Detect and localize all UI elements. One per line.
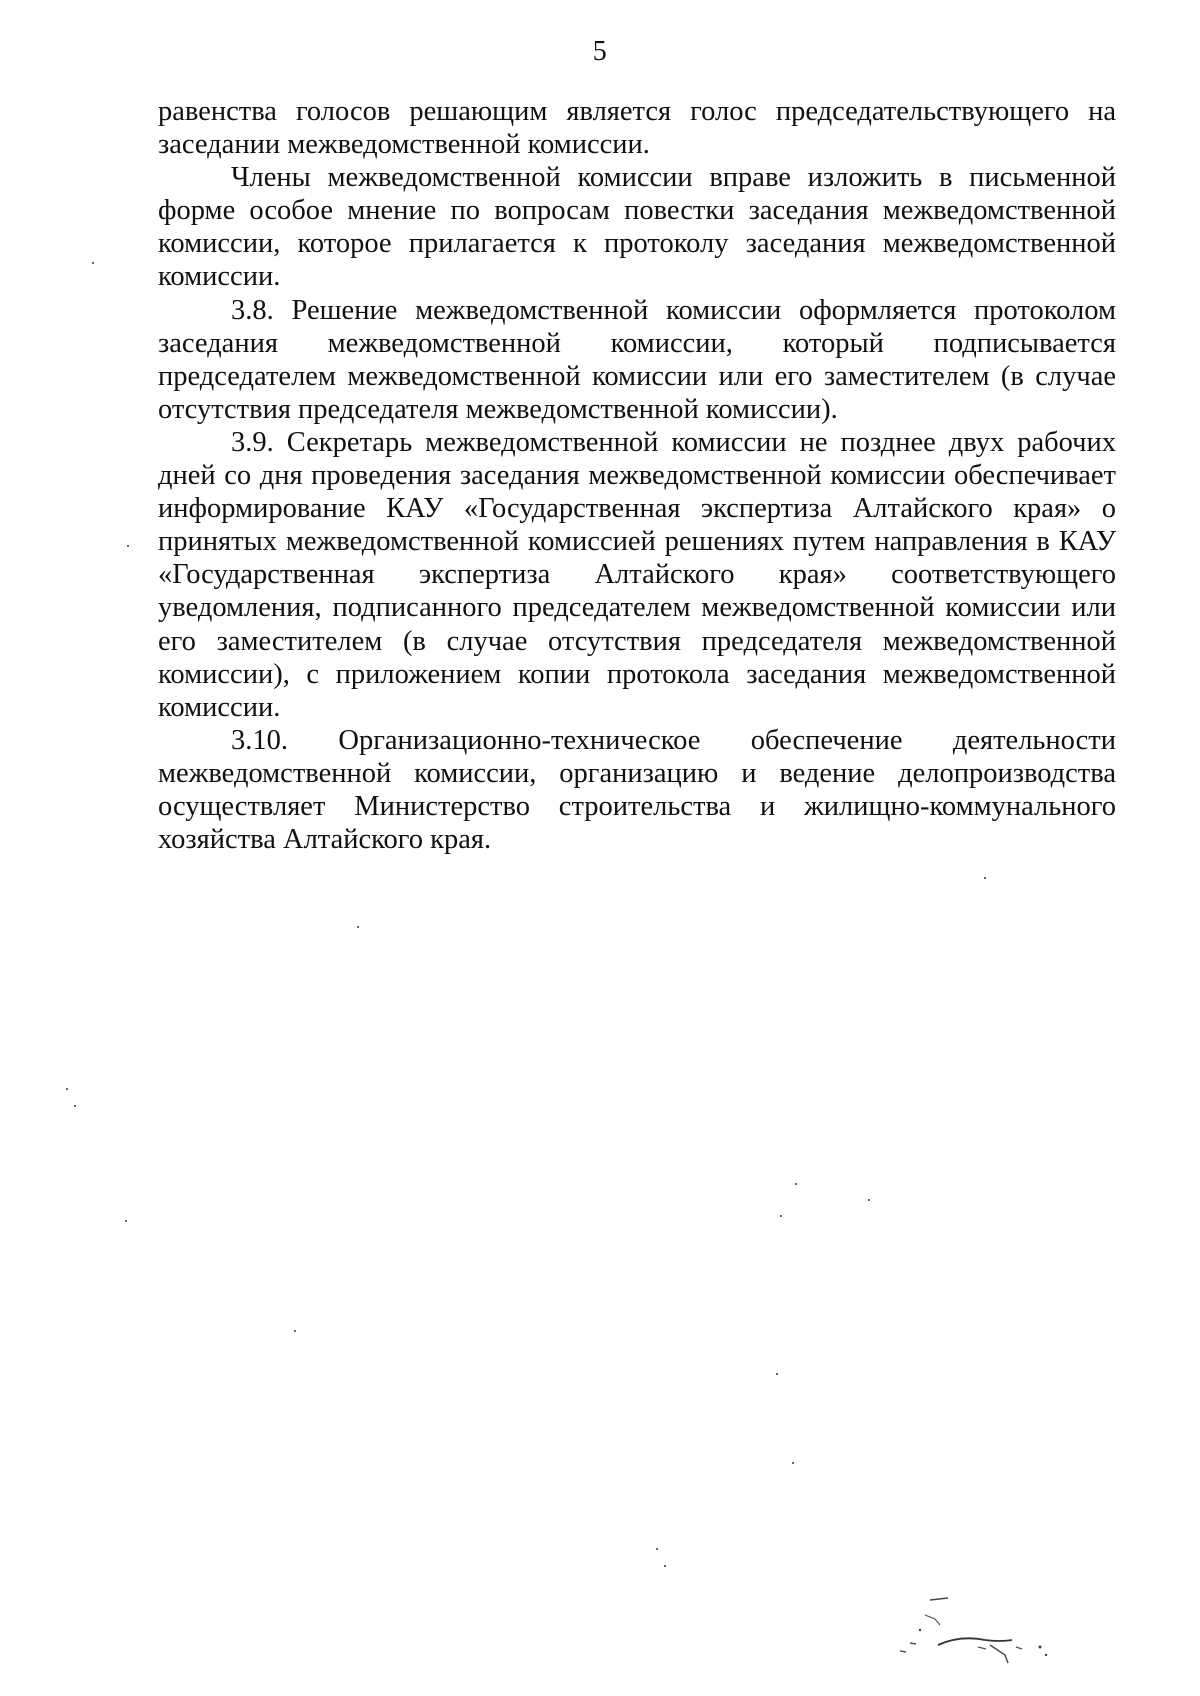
scan-speck [656,1548,658,1550]
scan-speck [357,926,359,928]
scan-speck [66,1088,68,1090]
scan-speck [776,1373,778,1375]
paragraph-special-opinion: Члены межведомственной комиссии вправе изложить в письменной форме особое мнение по вопросам повестки заседания межведомственной комиссии, которое прилагается к протоколу заседания межведомственной комиссии. [158,162,1116,293]
scan-speck [795,1183,797,1185]
scan-speck [127,545,129,547]
page-number: 5 [592,36,608,67]
scan-speck [792,1462,794,1464]
scan-speck [294,1330,296,1332]
scribble-mark [890,1585,1070,1675]
document-body [158,95,1116,856]
paragraph-3-10: 3.10. Организационно-техническое обеспечение деятельности межведомственной комиссии, организацию и ведение делопроизводства осуществляет Министерство строительства и жилищно-коммунального хозяйства Алтайского края. [158,724,1116,856]
scan-speck [74,1105,76,1107]
paragraph-3-9: 3.9. Секретарь межведомственной комиссии не позднее двух рабочих дней со дня проведения заседания межведомственной комиссии обеспечивает информирование КАУ «Государственная экспертиза Алтайского края» о принятых межведомственной комиссией решениях путем направления в КАУ «Государственная экспертиза Алтайского края» соответствующего уведомления, подписанного председателем межведомственной комиссии или его заместителем (в случае отсутствия председателя межведомственной комиссии), с приложением копии протокола заседания межведомственной комиссии. [158,426,1116,723]
scan-speck [868,1199,870,1201]
paragraph-3-8: 3.8. Решение межведомственной комиссии оформляется протоколом заседания межведомственной комиссии, который подписывается председателем межведомственной комиссии или его заместителем (в случае отсутствия председателя межведомственной комиссии). [158,294,1116,425]
paragraph-continuation: равенства голосов решающим является голос председательствующего на заседании межведомственной комиссии. [158,96,1116,161]
scan-speck [780,1215,782,1217]
scan-speck [125,1220,127,1222]
scan-speck [664,1565,666,1567]
scan-speck [984,877,986,879]
scan-speck [92,262,94,264]
